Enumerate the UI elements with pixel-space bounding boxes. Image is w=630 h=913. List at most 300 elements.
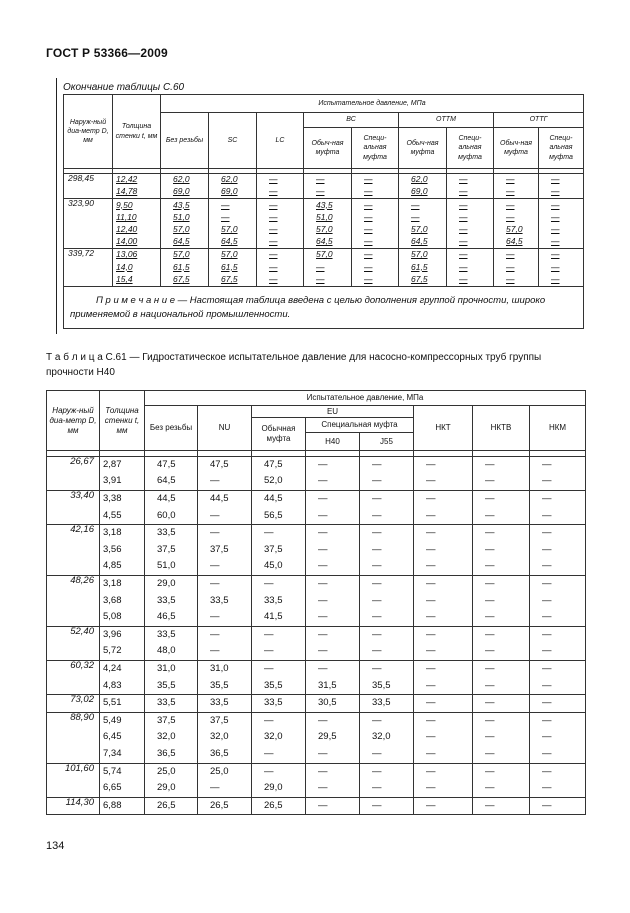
- table-row: [64, 261, 584, 273]
- cell-value: 14,0: [116, 261, 133, 272]
- table-row: [47, 559, 586, 576]
- pressure-cell: 46,5: [145, 609, 198, 626]
- pressure-cell: [399, 236, 447, 249]
- pressure-cell: 25,0: [145, 763, 198, 780]
- table-row: [64, 199, 584, 212]
- pressure-cell: [447, 249, 494, 262]
- pressure-cell: [399, 199, 447, 212]
- pressure-cell: 48,0: [145, 644, 198, 661]
- table-row: [64, 249, 584, 262]
- pressure-cell: 47,5: [198, 457, 252, 474]
- pressure-cell: [539, 186, 584, 199]
- pressure-cell: [539, 174, 584, 187]
- pressure-cell: [447, 236, 494, 249]
- cell-value: —: [551, 223, 560, 234]
- wall-thickness-cell: [100, 491, 145, 508]
- cell-value: 61,5: [173, 261, 190, 272]
- pressure-cell: [539, 249, 584, 262]
- cell-value: 57,0: [411, 223, 428, 234]
- outer-diameter-cell: 52,40: [47, 626, 100, 643]
- pressure-cell: [161, 224, 209, 236]
- cell-value: —: [269, 199, 278, 210]
- pressure-cell: —: [414, 763, 473, 780]
- header-ottg-regular: Обыч-ная муфта: [494, 128, 539, 169]
- header-plain-end: Без резьбы: [161, 113, 209, 169]
- pressure-cell: —: [473, 661, 530, 678]
- pressure-cell: —: [414, 491, 473, 508]
- cell-value: —: [411, 211, 420, 222]
- pressure-cell: —: [473, 695, 530, 713]
- pressure-cell: [209, 236, 257, 249]
- cell-value: —: [364, 223, 373, 234]
- pressure-cell: 33,5: [198, 593, 252, 610]
- pressure-cell: —: [530, 457, 586, 474]
- pressure-cell: 33,5: [145, 525, 198, 542]
- cell-value: —: [506, 211, 515, 222]
- pressure-cell: [209, 224, 257, 236]
- pressure-cell: —: [473, 559, 530, 576]
- pressure-cell: —: [198, 474, 252, 491]
- wall-thickness-cell: [113, 274, 161, 287]
- cell-value: 6,88: [103, 799, 122, 811]
- header-bc-regular: Обыч-ная муфта: [304, 128, 352, 169]
- pressure-cell: —: [252, 644, 306, 661]
- outer-diameter-cell: 60,32: [47, 661, 100, 678]
- cell-value: —: [364, 199, 373, 210]
- pressure-cell: [399, 261, 447, 273]
- cell-value: 57,0: [221, 223, 238, 234]
- pressure-cell: 37,5: [145, 542, 198, 559]
- pressure-cell: —: [414, 797, 473, 815]
- header-wall-thickness: Толщина стенки t, мм: [100, 391, 145, 451]
- header-h40: Н40: [306, 433, 360, 451]
- pressure-cell: —: [198, 609, 252, 626]
- pressure-cell: 64,5: [145, 474, 198, 491]
- wall-thickness-cell: [113, 212, 161, 224]
- pressure-cell: —: [306, 626, 360, 643]
- wall-thickness-cell: [113, 199, 161, 212]
- pressure-cell: 33,5: [198, 695, 252, 713]
- cell-value: 57,0: [316, 249, 333, 260]
- pressure-cell: 45,0: [252, 559, 306, 576]
- pressure-cell: [494, 212, 539, 224]
- pressure-cell: —: [252, 661, 306, 678]
- pressure-cell: —: [306, 491, 360, 508]
- pressure-cell: —: [414, 576, 473, 593]
- header-ottm-special: Специ-альная муфта: [447, 128, 494, 169]
- table-row: [47, 746, 586, 763]
- wall-thickness-cell: [100, 508, 145, 525]
- pressure-cell: —: [473, 626, 530, 643]
- pressure-cell: [447, 199, 494, 212]
- pressure-cell: 41,5: [252, 609, 306, 626]
- cell-value: —: [506, 249, 515, 260]
- pressure-cell: —: [473, 593, 530, 610]
- header-bc: ВС: [304, 113, 399, 128]
- table-row: [47, 730, 586, 747]
- pressure-cell: —: [360, 525, 414, 542]
- pressure-cell: —: [414, 542, 473, 559]
- pressure-cell: —: [360, 780, 414, 797]
- pressure-cell: [304, 174, 352, 187]
- pressure-cell: —: [530, 678, 586, 695]
- page-number: 134: [46, 840, 65, 852]
- cell-value: —: [269, 236, 278, 247]
- cell-value: —: [506, 199, 515, 210]
- pressure-cell: 36,5: [198, 746, 252, 763]
- cell-value: —: [551, 273, 560, 284]
- pressure-cell: [494, 174, 539, 187]
- header-outer-diameter: Наруж-ный диа-метр D, мм: [64, 95, 113, 169]
- cell-value: 57,0: [173, 223, 190, 234]
- cell-value: —: [506, 273, 515, 284]
- pressure-cell: —: [530, 626, 586, 643]
- wall-thickness-cell: [100, 576, 145, 593]
- pressure-cell: 33,5: [145, 593, 198, 610]
- pressure-cell: —: [414, 508, 473, 525]
- cell-value: —: [269, 174, 278, 185]
- pressure-cell: 31,0: [145, 661, 198, 678]
- cell-value: 43,5: [173, 199, 190, 210]
- outer-diameter-cell: 88,90: [47, 712, 100, 729]
- wall-thickness-cell: [100, 661, 145, 678]
- pressure-cell: —: [414, 559, 473, 576]
- header-lc: LC: [257, 113, 304, 169]
- wall-thickness-cell: [100, 644, 145, 661]
- cell-value: —: [506, 186, 515, 197]
- pressure-cell: [209, 249, 257, 262]
- pressure-cell: —: [473, 609, 530, 626]
- table-row: [47, 508, 586, 525]
- pressure-cell: —: [360, 491, 414, 508]
- pressure-cell: —: [473, 508, 530, 525]
- pressure-cell: —: [252, 626, 306, 643]
- wall-thickness-cell: [100, 797, 145, 815]
- cell-value: 3,91: [103, 475, 122, 487]
- outer-diameter-cell: 42,16: [47, 525, 100, 542]
- pressure-cell: 32,0: [145, 730, 198, 747]
- header-eu-special: Специальная муфта: [306, 418, 414, 433]
- pressure-cell: 33,5: [360, 695, 414, 713]
- cell-value: 12,42: [116, 174, 138, 185]
- pressure-cell: —: [414, 525, 473, 542]
- cell-value: —: [221, 211, 230, 222]
- pressure-cell: 25,0: [198, 763, 252, 780]
- pressure-cell: —: [252, 763, 306, 780]
- pressure-cell: —: [252, 525, 306, 542]
- table-row: [64, 224, 584, 236]
- table-row: [47, 644, 586, 661]
- pressure-cell: [352, 274, 399, 287]
- pressure-cell: 32,0: [198, 730, 252, 747]
- cell-value: 14,00: [116, 236, 138, 247]
- cell-value: 14,78: [116, 186, 138, 197]
- pressure-cell: [209, 174, 257, 187]
- wall-thickness-cell: [113, 261, 161, 273]
- cell-value: 3,56: [103, 543, 122, 555]
- cell-value: —: [551, 236, 560, 247]
- pressure-cell: [447, 261, 494, 273]
- cell-value: 9,50: [116, 199, 133, 210]
- wall-thickness-cell: [100, 780, 145, 797]
- header-wall-thickness: Толщина стенки t, мм: [113, 95, 161, 169]
- pressure-cell: —: [473, 678, 530, 695]
- pressure-cell: [209, 199, 257, 212]
- pressure-cell: —: [306, 609, 360, 626]
- cell-value: —: [459, 211, 468, 222]
- header-ottg: ОТТГ: [494, 113, 584, 128]
- cell-value: 57,0: [506, 223, 523, 234]
- pressure-cell: —: [530, 644, 586, 661]
- outer-diameter-cell: [47, 508, 100, 525]
- pressure-cell: [539, 236, 584, 249]
- pressure-cell: 26,5: [198, 797, 252, 815]
- outer-diameter-cell: [64, 212, 113, 224]
- pressure-cell: [209, 212, 257, 224]
- header-outer-diameter: Наруж-ный диа-метр D, мм: [47, 391, 100, 451]
- pressure-cell: 44,5: [252, 491, 306, 508]
- pressure-cell: [304, 261, 352, 273]
- table-row: [47, 626, 586, 643]
- cell-value: 5,74: [103, 765, 122, 777]
- pressure-cell: [161, 274, 209, 287]
- outer-diameter-cell: [47, 644, 100, 661]
- cell-value: 62,0: [221, 174, 238, 185]
- pressure-cell: [399, 224, 447, 236]
- outer-diameter-cell: [47, 609, 100, 626]
- cell-value: —: [269, 249, 278, 260]
- outer-diameter-cell: [47, 474, 100, 491]
- pressure-cell: 33,5: [145, 695, 198, 713]
- pressure-cell: —: [306, 457, 360, 474]
- table-row: [47, 491, 586, 508]
- header-nkt: НКТ: [414, 406, 473, 451]
- pressure-cell: —: [473, 542, 530, 559]
- cell-value: 69,0: [221, 186, 238, 197]
- pressure-cell: [257, 174, 304, 187]
- pressure-cell: [161, 199, 209, 212]
- cell-value: —: [269, 223, 278, 234]
- cell-value: —: [459, 261, 468, 272]
- wall-thickness-cell: [100, 559, 145, 576]
- pressure-cell: —: [360, 542, 414, 559]
- outer-diameter-cell: [47, 593, 100, 610]
- pressure-cell: [399, 212, 447, 224]
- cell-value: 61,5: [411, 261, 428, 272]
- pressure-cell: [304, 224, 352, 236]
- pressure-cell: [352, 249, 399, 262]
- pressure-cell: [352, 174, 399, 187]
- pressure-cell: —: [252, 746, 306, 763]
- cell-value: 67,5: [173, 273, 190, 284]
- pressure-cell: —: [306, 780, 360, 797]
- cell-value: 3,38: [103, 493, 122, 505]
- table-row: [47, 525, 586, 542]
- pressure-cell: [539, 199, 584, 212]
- pressure-cell: [494, 274, 539, 287]
- pressure-cell: —: [360, 576, 414, 593]
- pressure-cell: 35,5: [360, 678, 414, 695]
- outer-diameter-cell: 114,30: [47, 797, 100, 815]
- outer-diameter-cell: [47, 780, 100, 797]
- wall-thickness-cell: [113, 249, 161, 262]
- cell-value: 4,24: [103, 662, 122, 674]
- pressure-cell: [161, 236, 209, 249]
- pressure-cell: [257, 199, 304, 212]
- cell-value: 4,55: [103, 509, 122, 521]
- pressure-cell: [304, 274, 352, 287]
- cell-value: —: [551, 261, 560, 272]
- cell-value: —: [316, 174, 325, 185]
- pressure-cell: [209, 274, 257, 287]
- pressure-cell: [161, 212, 209, 224]
- wall-thickness-cell: [113, 186, 161, 199]
- cell-value: —: [364, 261, 373, 272]
- pressure-cell: [352, 186, 399, 199]
- outer-diameter-cell: [64, 236, 113, 249]
- pressure-cell: 44,5: [198, 491, 252, 508]
- outer-diameter-cell: [47, 542, 100, 559]
- pressure-cell: 35,5: [145, 678, 198, 695]
- pressure-cell: —: [360, 746, 414, 763]
- pressure-cell: —: [414, 474, 473, 491]
- pressure-cell: —: [360, 474, 414, 491]
- note-text: — Настоящая таблица введена с целью дополнения группой прочности, широко применяемой в национальной промышленности.: [70, 294, 546, 321]
- pressure-cell: [399, 274, 447, 287]
- cell-value: —: [506, 261, 515, 272]
- table-row: [47, 474, 586, 491]
- outer-diameter-cell: 33,40: [47, 491, 100, 508]
- pressure-cell: 26,5: [145, 797, 198, 815]
- pressure-cell: —: [306, 644, 360, 661]
- pressure-cell: —: [414, 746, 473, 763]
- pressure-cell: —: [306, 797, 360, 815]
- pressure-cell: [399, 186, 447, 199]
- pressure-cell: —: [306, 712, 360, 729]
- wall-thickness-cell: [100, 746, 145, 763]
- header-nktv: НКТВ: [473, 406, 530, 451]
- cell-value: 69,0: [173, 186, 190, 197]
- pressure-cell: —: [414, 730, 473, 747]
- pressure-cell: —: [198, 626, 252, 643]
- cell-value: 67,5: [411, 273, 428, 284]
- wall-thickness-cell: [100, 542, 145, 559]
- pressure-cell: 56,5: [252, 508, 306, 525]
- cell-value: 15,4: [116, 273, 133, 284]
- cell-value: —: [364, 174, 373, 185]
- header-sc: SC: [209, 113, 257, 169]
- outer-diameter-cell: [64, 224, 113, 236]
- pressure-cell: [257, 186, 304, 199]
- pressure-cell: 33,5: [252, 695, 306, 713]
- pressure-cell: [161, 261, 209, 273]
- cell-value: 5,08: [103, 611, 122, 623]
- pressure-cell: 47,5: [145, 457, 198, 474]
- cell-value: 51,0: [316, 211, 333, 222]
- cell-value: 57,0: [221, 249, 238, 260]
- cell-value: 5,51: [103, 697, 122, 709]
- cell-value: —: [364, 211, 373, 222]
- pressure-cell: —: [530, 508, 586, 525]
- pressure-cell: —: [360, 797, 414, 815]
- pressure-cell: [539, 212, 584, 224]
- cell-value: 57,0: [411, 249, 428, 260]
- pressure-cell: [494, 249, 539, 262]
- cell-value: 43,5: [316, 199, 333, 210]
- pressure-cell: 35,5: [252, 678, 306, 695]
- cell-value: 2,87: [103, 458, 122, 470]
- pressure-cell: —: [360, 508, 414, 525]
- pressure-cell: [494, 199, 539, 212]
- cell-value: —: [459, 249, 468, 260]
- pressure-cell: —: [198, 525, 252, 542]
- pressure-cell: —: [360, 661, 414, 678]
- pressure-cell: [304, 249, 352, 262]
- pressure-cell: 37,5: [145, 712, 198, 729]
- pressure-cell: —: [198, 508, 252, 525]
- header-nkm: НКМ: [530, 406, 586, 451]
- outer-diameter-cell: 298,45: [64, 174, 113, 187]
- outer-diameter-cell: 26,67: [47, 457, 100, 474]
- wall-thickness-cell: [100, 626, 145, 643]
- cell-value: 7,34: [103, 747, 122, 759]
- header-test-pressure: Испытательное давление, МПа: [161, 95, 584, 113]
- pressure-cell: 31,5: [306, 678, 360, 695]
- cell-value: —: [551, 186, 560, 197]
- pressure-cell: [209, 261, 257, 273]
- header-plain-end: Без резьбы: [145, 406, 198, 451]
- pressure-cell: 37,5: [198, 542, 252, 559]
- pressure-cell: —: [414, 644, 473, 661]
- cell-value: 64,5: [173, 236, 190, 247]
- pressure-cell: —: [530, 593, 586, 610]
- cell-value: —: [269, 186, 278, 197]
- pressure-cell: —: [360, 609, 414, 626]
- header-bc-special: Специ-альная муфта: [352, 128, 399, 169]
- outer-diameter-cell: 101,60: [47, 763, 100, 780]
- table-60-caption: Окончание таблицы С.60: [63, 82, 185, 93]
- cell-value: 11,10: [116, 211, 137, 222]
- pressure-cell: —: [530, 746, 586, 763]
- pressure-cell: 32,0: [252, 730, 306, 747]
- pressure-cell: [447, 186, 494, 199]
- pressure-cell: [494, 261, 539, 273]
- wall-thickness-cell: [100, 609, 145, 626]
- pressure-cell: —: [414, 626, 473, 643]
- pressure-cell: —: [306, 474, 360, 491]
- pressure-cell: [161, 249, 209, 262]
- pressure-cell: —: [473, 797, 530, 815]
- pressure-cell: —: [530, 542, 586, 559]
- pressure-cell: [352, 199, 399, 212]
- pressure-cell: —: [530, 474, 586, 491]
- cell-value: —: [364, 273, 373, 284]
- table-c60: [63, 94, 584, 329]
- pressure-cell: —: [530, 491, 586, 508]
- pressure-cell: —: [414, 457, 473, 474]
- pressure-cell: [304, 199, 352, 212]
- cell-value: —: [316, 186, 325, 197]
- pressure-cell: 31,0: [198, 661, 252, 678]
- pressure-cell: [257, 261, 304, 273]
- header-ottm-regular: Обыч-ная муфта: [399, 128, 447, 169]
- table-row: [47, 763, 586, 780]
- table-row: [47, 797, 586, 815]
- wall-thickness-cell: [100, 474, 145, 491]
- table-row: [64, 274, 584, 287]
- cell-value: —: [551, 174, 560, 185]
- pressure-cell: —: [414, 712, 473, 729]
